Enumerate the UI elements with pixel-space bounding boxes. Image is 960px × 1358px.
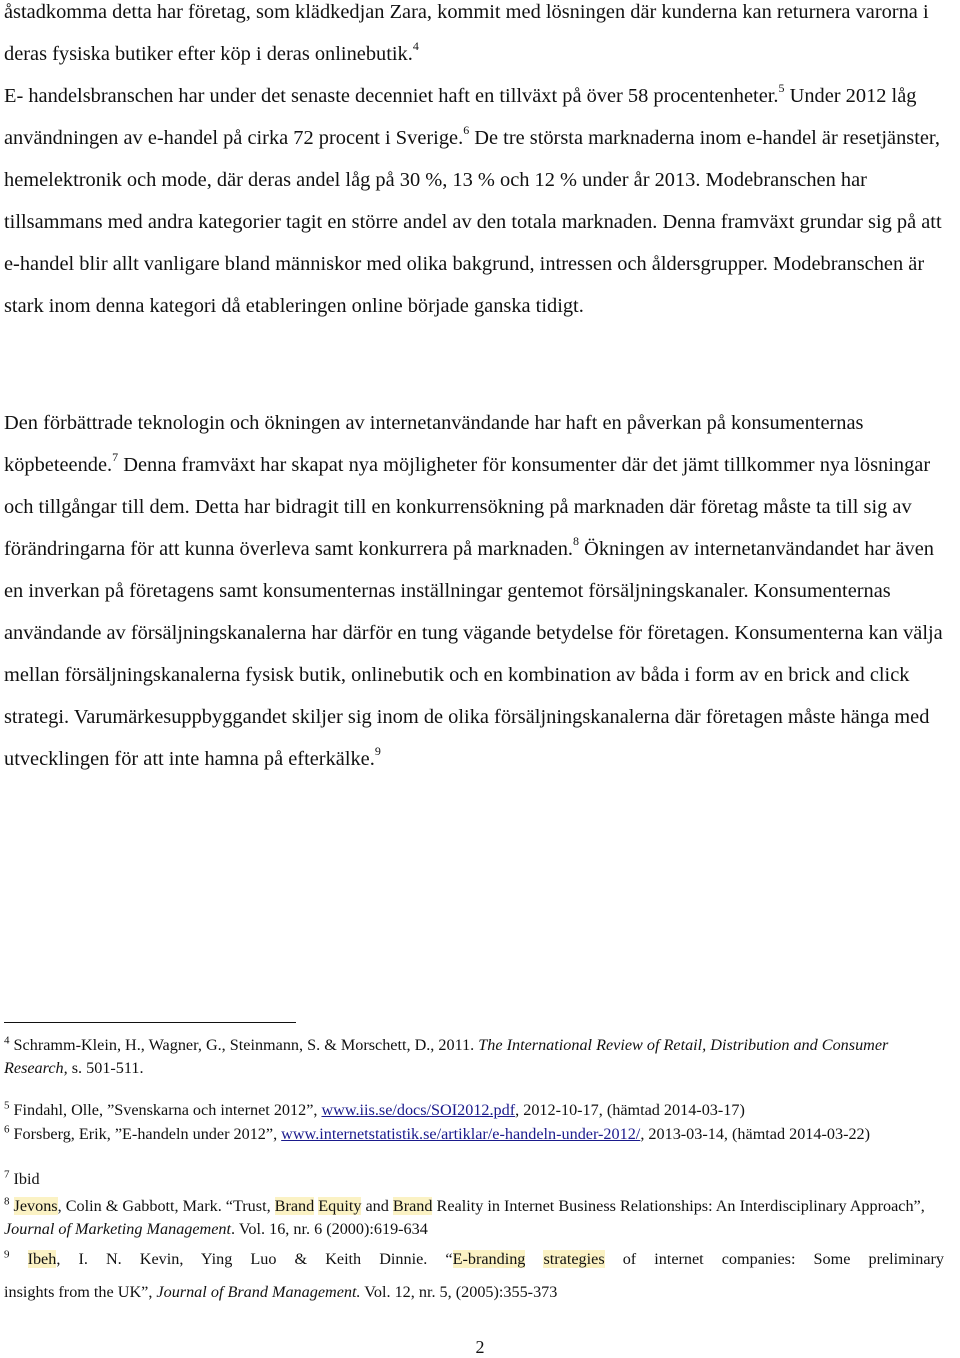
highlighted-term: Equity	[318, 1197, 362, 1215]
url-link[interactable]: www.internetstatistik.se/artiklar/e-handeln-under-2012/	[281, 1125, 641, 1143]
text-run: Schramm-Klein, H., Wagner, G., Steinmann, S. & Morschett, D., 2011.	[9, 1036, 479, 1054]
footnote-9	[4, 1248, 944, 1304]
footnote-9-line-1	[4, 1248, 944, 1271]
text-run: , Colin & Gabbott, Mark. “Trust,	[57, 1197, 275, 1215]
text-run: of internet companies: Some preliminary	[604, 1250, 944, 1268]
text-run: Findahl, Olle, ”Svenskarna och internet 2012”,	[9, 1101, 322, 1119]
footnote-7	[4, 1168, 944, 1191]
text-run: Den förbättrade teknologin och ökningen av internetanvändande har haft en påverkan på konsumenternas köpbeteende.	[4, 412, 864, 476]
footnote-5	[4, 1099, 944, 1122]
footnote-ref: 8	[4, 1195, 10, 1208]
text-run: and	[361, 1197, 393, 1215]
text-run: insights from the UK”,	[4, 1283, 157, 1301]
footnote-9-gap	[4, 1271, 944, 1281]
italic-text: The International Review of Retail, Distribution and Consumer Research,	[4, 1036, 889, 1077]
text-run: Forsberg, Erik, ”E-handeln under 2012”,	[9, 1125, 282, 1143]
text-run: åstadkomma detta har företag, som klädkedjan Zara, kommit med lösningen där kunderna kan returnera varorna i deras fysiska butiker efter köp i deras onlinebutik.	[4, 1, 929, 65]
text-run	[525, 1250, 543, 1268]
text-run	[10, 1250, 28, 1268]
highlighted-term: Ibeh	[27, 1250, 57, 1268]
footnote-ref: 9	[374, 744, 381, 759]
footnote-6	[4, 1123, 944, 1146]
footnote-ref: 4	[412, 39, 419, 54]
text-run: De tre största marknaderna inom e-handel är resetjänster, hemelektronik och mode, där deras andel låg på 30 %, 13 % och 12 % under år 2013. Modebranschen har tillsammans med andra kategorier tagit en större andel av den totala marknaden. Denna framväxt grundar sig på att e-handel blir allt vanligare bland människor med olika bakgrund, intressen och åldersgrupper. Modebranschen är stark inom denna kategori då etableringen online började ganska tidigt.	[4, 127, 942, 317]
italic-text: Journal of Marketing Management	[4, 1220, 232, 1238]
text-run: Denna framväxt har skapat nya möjligheter för konsumenter där det jämt tillkommer nya lösningar och tillgångar till dem. Detta har bidragit till en konkurrensökning på marknaden där företag måste ta till sig av förändringarna för att kunna överleva samt konkurrera på marknaden.	[4, 454, 931, 560]
text-run: s. 501-511.	[67, 1059, 144, 1077]
footnote-9-line-2	[4, 1283, 557, 1301]
italic-text: Journal of Brand Management.	[156, 1283, 361, 1301]
highlighted-term: Jevons	[13, 1197, 58, 1215]
footnote-ref: 7	[112, 450, 119, 465]
text-run: Ibid	[9, 1170, 40, 1188]
body-paragraph-2	[4, 402, 946, 780]
footnote-ref: 6	[4, 1123, 10, 1136]
text-run: E- handelsbranschen har under det senaste decenniet haft en tillväxt på över 58 procentenheter.	[4, 85, 779, 107]
highlighted-term: Brand	[274, 1197, 315, 1215]
url-link[interactable]: www.iis.se/docs/SOI2012.pdf	[321, 1101, 516, 1119]
text-run: Reality in Internet Business Relationships: An Interdisciplinary Approach”,	[432, 1197, 925, 1215]
page-number: 2	[475, 1337, 485, 1357]
text-run	[10, 1197, 14, 1215]
text-run: Vol. 12, nr. 5, (2005):355-373	[360, 1283, 558, 1301]
text-run: , 2012-10-17, (hämtad 2014-03-17)	[515, 1101, 745, 1119]
footnote-ref: 8	[573, 534, 579, 549]
text-run: Ökningen av internetanvändandet har även en inverkan på företagens samt konsumenternas inställningar gentemot försäljningskanaler. Konsumenternas användande av försäljningskanalerna har därför en tung vägande betydelse för företagen. Konsumenterna kan välja mellan försäljningskanalerna fysisk butik, onlinebutik och en kombination av båda i form av en brick and click strategi. Varumärkesuppbyggandet skiljer sig inom de olika försäljningskanalerna där företagen måste hänga med utvecklingen för att inte hamna på efterkälke.	[4, 538, 943, 770]
footnote-ref: 9	[4, 1248, 10, 1261]
footnote-ref: 5	[4, 1099, 10, 1112]
text-run: . Vol. 16, nr. 6 (2000):619-634	[231, 1220, 428, 1238]
footnote-ref: 7	[4, 1168, 10, 1181]
footnote-8	[4, 1195, 944, 1241]
footnote-ref: 6	[463, 123, 470, 138]
text-run: , I. N. Kevin, Ying Luo & Keith Dinnie. “	[56, 1250, 453, 1268]
highlighted-term: Brand	[392, 1197, 433, 1215]
highlighted-term: strategies	[543, 1250, 605, 1268]
footnote-ref: 5	[778, 81, 785, 96]
text-run: Under 2012 låg användningen av e-handel på cirka 72 procent i Sverige.	[4, 85, 917, 149]
body-paragraph-1	[4, 0, 946, 327]
footnote-separator	[4, 1022, 296, 1023]
footnote-ref: 4	[4, 1034, 10, 1047]
footnote-4	[4, 1034, 944, 1080]
text-run: , 2013-03-14, (hämtad 2014-03-22)	[640, 1125, 871, 1143]
highlighted-term: E-branding	[452, 1250, 526, 1268]
